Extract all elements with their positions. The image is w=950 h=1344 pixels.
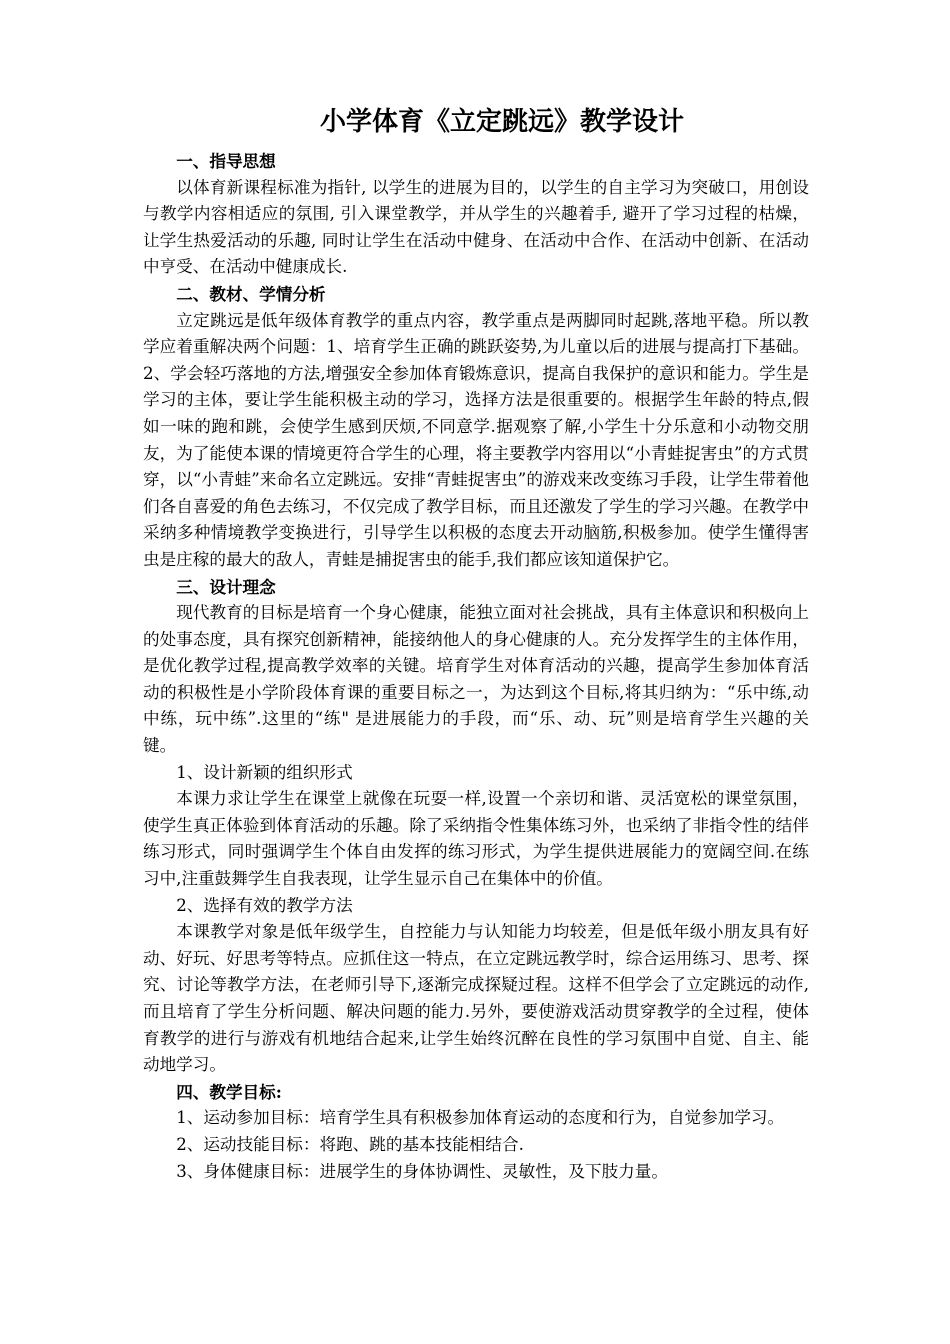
paragraph-teaching-method: 本课教学对象是低年级学生，自控能力与认知能力均较差，但是低年级小朋友具有好动、好玩、好思考等特点。应抓住这一特点，在立定跳远教学时，综合运用练习、思考、探究、讨论等教学方法，在老师引导下,逐渐完成探疑过程。这样不但学会了立定跳远的动作,而且培育了学生分析问题、解决问题的能力.另外，要使游戏活动贯穿教学的全过程，使体育教学的进行与游戏有机地结合起来,让学生始终沉醉在良性的学习氛围中自觉、自主、能动地学习。	[143, 922, 809, 1075]
section-heading-material-analysis: 二、教材、学情分析	[176, 283, 326, 304]
document-title: 小学体育《立定跳远》教学设计	[319, 107, 684, 137]
goal-participation: 1、运动参加目标：培育学生具有积极参加体育运动的态度和行为，自觉参加学习。	[176, 1108, 785, 1128]
subheading-teaching-method: 2、选择有效的教学方法	[176, 895, 353, 915]
section-heading-design-concept: 三、设计理念	[176, 576, 276, 597]
paragraph-guiding-ideology: 以体育新课程标准为指针, 以学生的进展为目的，以学生的自主学习为突破口，用创设与教学内容相适应的氛围, 引入课堂教学，并从学生的兴趣着手, 避开了学习过程的枯燥，让学生热爱活动的乐趣, 同时让学生在活动中健身、在活动中合作、在活动中创新、在活动中亨受、在活动中健康成长.	[143, 177, 809, 277]
paragraph-material-analysis: 立定跳远是低年级体育教学的重点内容，教学重点是两脚同时起跳,落地平稳。所以教学应着重解决两个问题：1、培育学生正确的跳跃姿势,为儿童以后的进展与提高打下基础。2、学会轻巧落地的方法,增强安全参加体育锻炼意识，提高自我保护的意识和能力。学生是学习的主体，要让学生能积极主动的学习，选择方法是很重要的。根据学生年龄的特点,假如一味的跑和跳，会使学生感到厌烦,不同意学.据观察了解,小学生十分乐意和小动物交朋友，为了能使本课的情境更符合学生的心理，将主要教学内容用以“小青蛙捉害虫”的方式贯穿，以“小青蛙”来命名立定跳远。安排“青蛙捉害虫”的游戏来改变练习手段，让学生带着他们各自喜爱的角色去练习，不仅完成了教学目标，而且还激发了学生的学习兴趣。在教学中采纳多种情境教学变换进行，引导学生以积极的态度去开动脑筋,积极参加。使学生懂得害虫是庄稼的最大的敌人，青蛙是捕捉害虫的能手,我们都应该知道保护它。	[143, 310, 809, 569]
section-heading-teaching-goals: 四、教学目标:	[176, 1081, 282, 1102]
section-heading-guiding-ideology: 一、指导思想	[176, 151, 276, 171]
paragraph-organization-form: 本课力求让学生在课堂上就像在玩耍一样,设置一个亲切和谐、灵活宽松的课堂氛围，使学生真正体验到体育活动的乐趣。除了采纳指令性集体练习外，也采纳了非指令性的结伴练习形式，同时强调学生个体自由发挥的练习形式，为学生提供进展能力的宽阔空间.在练习中,注重鼓舞学生自我表现，让学生显示自己在集体中的价值。	[143, 789, 809, 889]
goal-health: 3、身体健康目标：进展学生的身体协调性、灵敏性，及下肢力量。	[176, 1161, 668, 1181]
subheading-organization-form: 1、设计新颖的组织形式	[176, 762, 353, 782]
goal-skill: 2、运动技能目标：将跑、跳的基本技能相结合.	[176, 1134, 524, 1154]
paragraph-design-concept: 现代教育的目标是培育一个身心健康，能独立面对社会挑战，具有主体意识和积极向上的处事态度，具有探究创新精神，能接纳他人的身心健康的人。充分发挥学生的主体作用，是优化教学过程,提高教学效率的关键。培育学生对体育活动的兴趣，提高学生参加体育活动的积极性是小学阶段体育课的重要目标之一，为达到这个目标,将其归纳为：“乐中练,动中练，玩中练”.这里的“练" 是进展能力的手段，而“乐、动、玩”则是培育学生兴趣的关键。	[143, 603, 809, 756]
document-body	[143, 148, 809, 1185]
